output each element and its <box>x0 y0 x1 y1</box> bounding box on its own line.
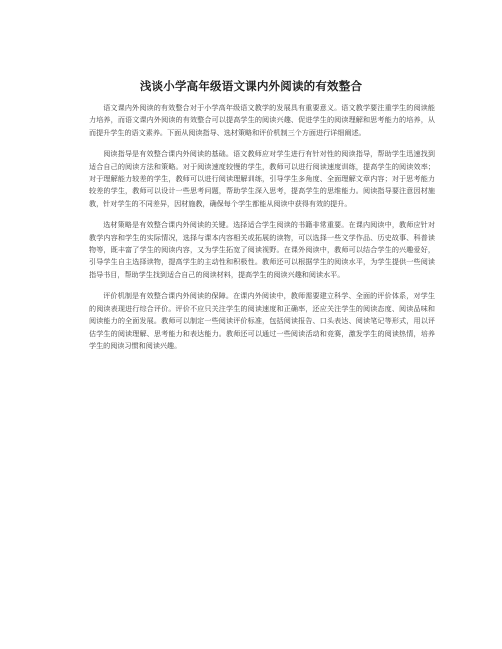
paragraph: 选材策略是有效整合课内外阅读的关键。选择适合学生阅读的书籍非常重要。在课内阅读中，教师应针对教学内容和学生的实际情况，选择与课本内容相关或拓展的读物，可以选择一些文学作品、历史故事、科普读物等，既丰富了学生的阅读内容，又为学生拓宽了阅读视野。在课外阅读中，教师可以结合学生的兴趣爱好，引导学生自主选择读物，提高学生的主动性和积极性。教师还可以根据学生的阅读水平，为学生提供一些阅读指导书目，帮助学生找到适合自己的阅读材料，提高学生的阅读兴趣和阅读水平。 <box>89 220 435 279</box>
paragraph: 阅读指导是有效整合课内外阅读的基础。语文教师应对学生进行有针对性的阅读指导，帮助学生迅速找到适合自己的阅读方法和策略。对于阅读速度较慢的学生，教师可以进行阅读速度训练，提高学生的阅读效率；对于理解能力较差的学生，教师可以进行阅读理解训练，引导学生多角度、全面理解文章内容；对于思考能力较差的学生，教师可以设计一些思考问题，帮助学生深入思考，提高学生的思维能力。阅读指导要注意因材施教，针对学生的不同差异，因材施教，确保每个学生都能从阅读中获得有效的提升。 <box>89 149 435 208</box>
document-title: 浅谈小学高年级语文课内外阅读的有效整合 <box>139 79 363 93</box>
paragraph: 评价机制是有效整合课内外阅读的保障。在课内外阅读中，教师需要建立科学、全面的评价体系，对学生的阅读表现进行综合评价。评价不应只关注学生的阅读速度和正确率，还应关注学生的阅读态度、阅读品味和阅读能力的全面发展。教师可以制定一些阅读评价标准，包括阅读报告、口头表达、阅读笔记等形式，用以评估学生的阅读理解、思考能力和表达能力。教师还可以通过一些阅读活动和竞赛，激发学生的阅读热情，培养学生的阅读习惯和阅读兴趣。 <box>89 291 435 350</box>
document-body <box>89 102 435 361</box>
paragraph: 语文课内外阅读的有效整合对于小学高年级语文教学的发展具有重要意义。语文教学要注重学生的阅读能力培养，而语文课内外阅读的有效整合可以提高学生的阅读兴趣、促进学生的阅读理解和思考能力的培养，从而提升学生的语文素养。下面从阅读指导、选材策略和评价机制三个方面进行详细阐述。 <box>89 103 435 137</box>
